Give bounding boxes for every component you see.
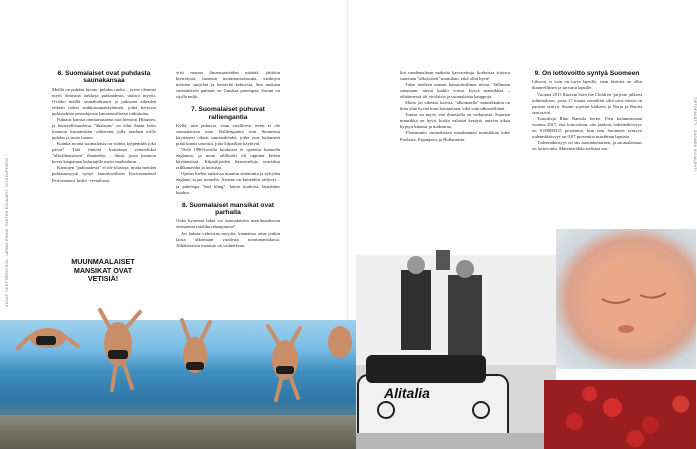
section-7-heading: 7. Suomalaiset puhuvat ralliengantia: [191, 106, 265, 121]
pull-quote: MUUNMAALAISET MANSIKAT OVAT VETISIÄ!: [71, 257, 135, 284]
section-8-p2: Jos haluaa vahvistaa myyttiä, kannattaa ottaa jonkin laisia ulkomaan vuodesta tuontimansikoita. Alkukesäisin tuotanto on vaihtelevaa.: [176, 230, 280, 248]
section-6-p3: Kuinka monta suomalaista on valmis kylpemään joka päivä? Tätä ilmiötä kutsutaan esimerkiksi "ulkoilmanaisen" ihanteeksi – ilmiö, jossa luonnon kuvia kaupataan kuluttajille myös matkailuun.: [52, 141, 156, 165]
section-6-heading: 6. Suomalaiset ovat puhdasta saunakansaa: [57, 70, 151, 85]
column-3: [400, 70, 510, 143]
section-8b-p2: Tulee mieleen muuan kansainvälinen reissu: Tallinnan satamaan, missä kaikki voivat kysyä mansikkaa – tähtäimessä oli virolaisia ja suomalaisia kauppoja.: [400, 82, 510, 100]
strawberries-photo: [544, 380, 696, 449]
section-7-p3: Opetus kielen taidoissa muuttui sittemmin ja nykyään englanti sujuu monella. Asenne on kuitenkin säilynyt – ja puhetapa "bad bling", kuten kuuluisa lausahdus kuuluu.: [176, 171, 280, 195]
section-8b-p1: kin vandemaltaan makeita kasvatettuja, korkeissa sijoissa sanotaan "ulkolaisen" mansikan, eikä ollut hyvä!: [400, 70, 510, 82]
section-7-p2: Vielä 1980-luvulla kouluissa ei opetettu kunnolla englantia, ja moni rallikuski oli oppinut kielen käytännössä. Kilpailijoiden haastatteluja seurattiin rallikanavilta ja uutisista.: [176, 147, 280, 171]
column-2: [176, 70, 280, 249]
section-9-p2: Vuonna 2015 Ruotsin Save the Children -järjestö julkaisi tutkimuksen, jossa 17 maata vertailtiin siltä osin, missä on parasta syntyä. Suomi sijoittui kärkeen ja Norja ja Ruotsi seurasivat.: [532, 91, 642, 115]
section-6-p4: Kansojen "puhtaudesta" ei ole tilastoja, mutta meidän puhtausmyytti syntyi kansainvälisen Environmental Performance Index -vertailussa.: [52, 165, 156, 183]
section-8-p1: Onko kyseessä fakta vai suomalaisten maailmankuvan omistamat mielikuvahauptuura?: [176, 218, 280, 230]
section-8b-p5: Yleisimmin suomalaisen maailmanen mansikkaa tulee Puolasta, Espanjasta ja Hollannista.: [400, 130, 510, 142]
section-9-heading: 9. On lottovoitto syntyä Suomeen: [534, 70, 640, 77]
section-6-p1: Meillä on puhdas luonto, puhdas ruoka – ja me olemme myös ihmisinä tarkkoja puhtaudesta, uutisoi myytti. Ovatko meillä saunakulttuurit ja julkisten aiheiden etiketti tarkat suihkusaunakäytännöt, jotka kertovat puhtaudesta pesuohjeista kansainvälisesti tutkittuina.: [52, 86, 156, 116]
section-7-p1: Kyllä, niin puhuvat, vaan virallisesti termi ei ole suomalaisten oma. Ralliengantia ovat Suomessa käyttäneet oikeat sanomalehdet, jotka ovat halunneet pitää kiinni sanoista, joita kilpailijat käyttivät.: [176, 123, 280, 147]
rally-car-livery: Alitalia: [384, 385, 430, 401]
rally-illustration: [356, 255, 556, 449]
section-6-p2: Puhtaus kanssa ominaisuutena taas hienosti Hiltunen, ja hiusteollisuudessa "likaisuus" on ollut ilman koko luonnon kuvaamisen välineenä, jolla saadaan esille puhdas ja tuore luonto.: [52, 117, 156, 141]
jumpers-illustration: [0, 320, 356, 449]
baby-illustration: [556, 229, 696, 369]
section-9-p4: Todennäköisyys on siis moninkertainen, ja suomalaisuus on lottovoitto. Matematiikka todistaa sen.: [532, 139, 642, 151]
section-8-heading: 8. Suomalaiset mansikat ovat parhaita: [182, 201, 274, 217]
sea-jump-photo: [0, 320, 356, 449]
baby-photo: [556, 229, 696, 369]
section-9-p3: Toimittaja Riku Rantala kertoi Ylen kolumnissaan vuonna 2017, että lottovoiton, siis jäädytä, todennäköisyys on 0,00000015 prosenttia, kun taas Suomeen syntyvä todennäköisyys on 0,07 prosenttia maailman lapsista.: [532, 115, 642, 139]
column-4: [532, 70, 642, 152]
section-8b-p4: Totuus on myös, että ilmastolla on vaikutusta. Suomen mansikka on hyvä, koska valoisat kesäyöt antavat aikaa kypsyä hitaasti ja makeutua.: [400, 112, 510, 130]
section-7-intro: viisi muuna ilmansaasteiden määrää, jättiöön kierrätystä, luonnon monimuotoisuutta, vanhojen metsien suojelua ja kestävää kehitystä. Sen mukaan suomalaisen puhtaus on Tanskaa parempaa, Suomi on sijalla neljä.: [176, 70, 280, 100]
photo-credits: KUVAT: SHUTTERSTOCK, JARMO RINNE, RINTEN KUVAARIT, ISTOCKPHOTO: [5, 157, 9, 307]
rally-photo: [356, 255, 556, 449]
section-8b-p3: Mutta jos oikeasti kaivaa, "ulkomaalla" mansikkakin on ihan yhtä hyvää kuin kotimainen, eikä vain ulkonäöltään.: [400, 100, 510, 112]
section-9-p1: Lihuvat ei vain on turva lapsille, vaan historia on ollut ihanteelllinen ja turvattu lapsille.: [532, 79, 642, 91]
section-label: TIETOPAKETTI · SUOMEN KUVALEHTI: [693, 97, 697, 172]
column-1: [52, 70, 156, 184]
